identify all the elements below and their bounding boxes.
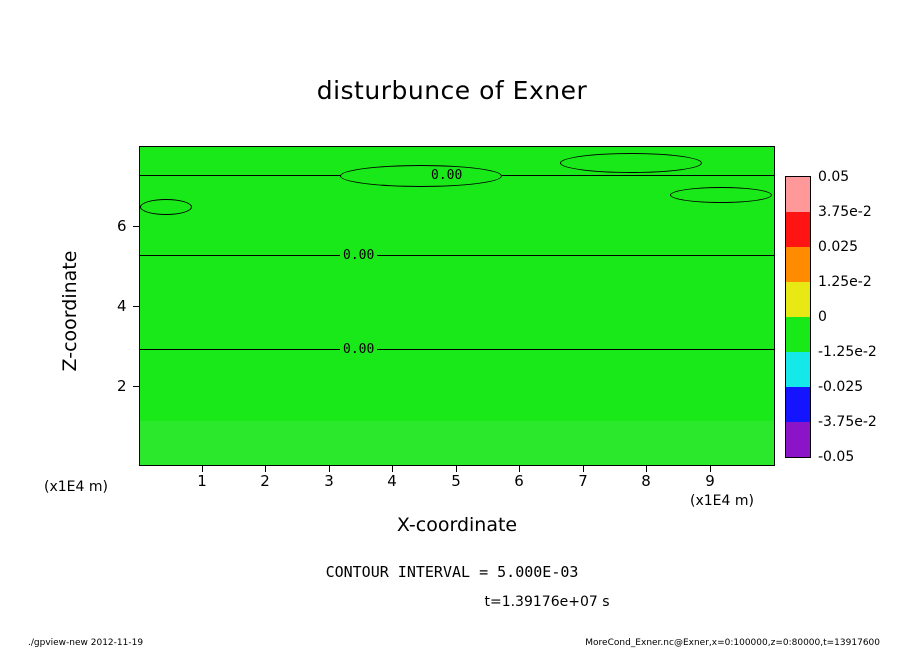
contour-label-middle: 0.00	[340, 249, 377, 262]
x-tick-label: 6	[514, 472, 524, 490]
contour-label-top: 0.00	[428, 169, 465, 182]
footer-left: ./gpview-new 2012-11-19	[28, 638, 144, 648]
colorbar-segment	[786, 247, 810, 282]
colorbar-segment	[786, 317, 810, 352]
x-axis-unit: (x1E4 m)	[690, 493, 754, 509]
y-tick-label: 6	[117, 217, 127, 235]
colorbar-label: 0.025	[818, 239, 859, 255]
closed-contour-b	[560, 153, 702, 173]
colorbar-label: 0.05	[818, 169, 850, 185]
y-axis-unit: (x1E4 m)	[44, 479, 108, 495]
colorbar-segment	[786, 352, 810, 387]
colorbar-label: 3.75e-2	[818, 204, 872, 220]
y-axis-title: Z-coordinate	[59, 250, 81, 372]
closed-contour-d	[140, 199, 192, 215]
contour-line-lower	[140, 349, 774, 350]
y-tick	[133, 306, 139, 307]
y-tick	[133, 386, 139, 387]
colorbar-label: 0	[818, 309, 827, 325]
colorbar-segment	[786, 282, 810, 317]
colorbar-label: -0.025	[818, 379, 864, 395]
x-tick-label: 4	[387, 472, 397, 490]
colorbar-label: -3.75e-2	[818, 414, 877, 430]
page-title: disturbunce of Exner	[316, 76, 588, 105]
footer-right: MoreCond_Exner.nc@Exner,x=0:100000,z=0:80000,t=13917600	[585, 638, 880, 648]
closed-contour-a	[340, 165, 502, 187]
x-tick-label: 2	[260, 472, 270, 490]
x-tick-label: 5	[451, 472, 461, 490]
x-tick-label: 8	[641, 472, 651, 490]
x-tick-label: 3	[324, 472, 334, 490]
plot-area	[139, 146, 775, 466]
field-fill-lower-band	[140, 421, 774, 465]
y-tick-label: 2	[117, 377, 127, 395]
contour-line-middle	[140, 255, 774, 256]
closed-contour-c	[670, 187, 772, 203]
x-tick-label: 1	[197, 472, 207, 490]
colorbar-label: -0.05	[818, 449, 855, 465]
y-tick-label: 4	[117, 297, 127, 315]
colorbar-label: 1.25e-2	[818, 274, 872, 290]
colorbar	[785, 176, 811, 458]
contour-label-lower: 0.00	[340, 343, 377, 356]
x-tick-label: 9	[705, 472, 715, 490]
y-tick	[133, 226, 139, 227]
x-tick-label: 7	[578, 472, 588, 490]
colorbar-label: -1.25e-2	[818, 344, 877, 360]
colorbar-segment	[786, 212, 810, 247]
time-caption: t=1.39176e+07 s	[484, 594, 610, 610]
contour-interval-caption: CONTOUR INTERVAL = 5.000E-03	[325, 563, 579, 581]
colorbar-segment	[786, 387, 810, 422]
colorbar-segment	[786, 422, 810, 457]
x-axis-title: X-coordinate	[396, 514, 518, 536]
colorbar-segment	[786, 177, 810, 212]
